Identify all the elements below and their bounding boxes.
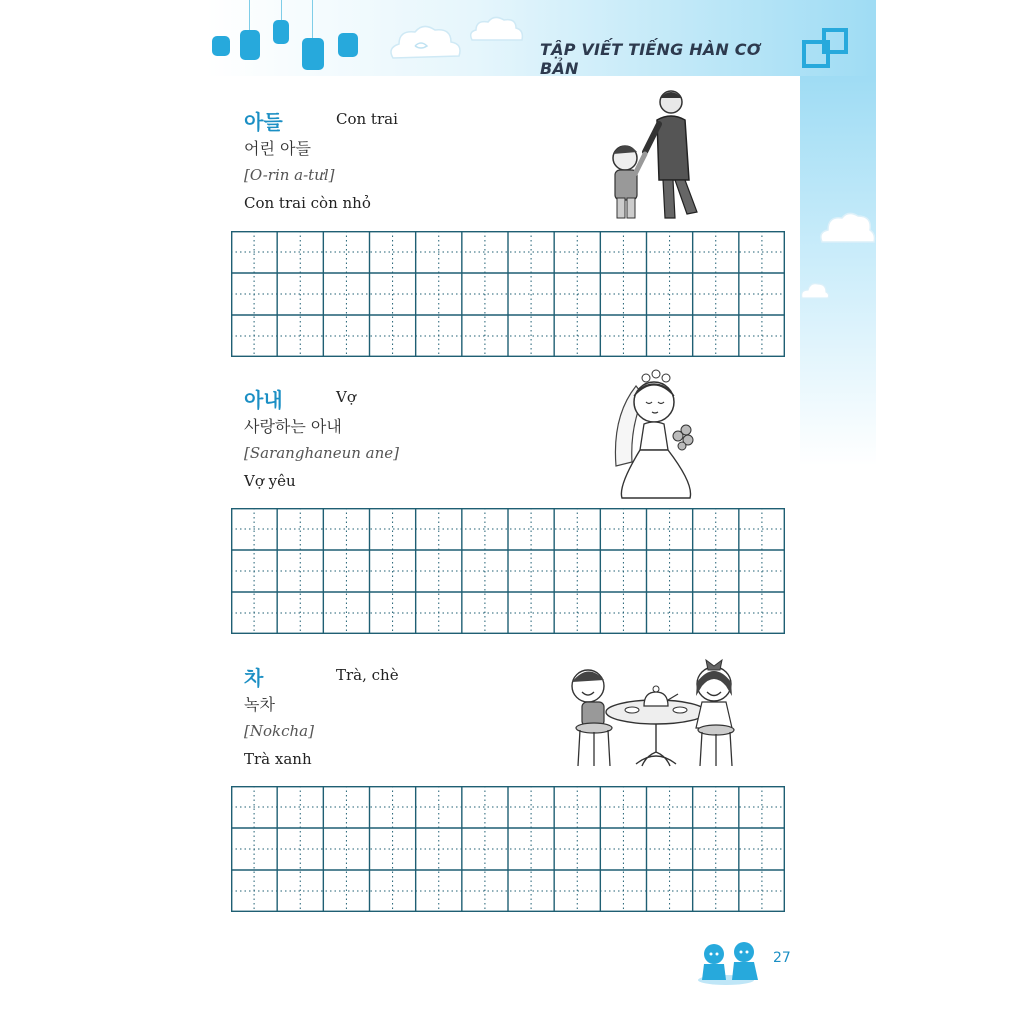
kids-having-tea-illustration <box>566 652 746 770</box>
book-title: TẬP VIẾT TIẾNG HÀN CƠ BẢN <box>540 40 761 78</box>
phrase-translation: Trà xanh <box>244 750 312 768</box>
phrase-translation: Con trai còn nhỏ <box>244 194 371 212</box>
lantern-icon <box>302 38 324 70</box>
word-meaning: Trà, chè <box>336 666 399 684</box>
cloud-icon <box>800 278 830 302</box>
right-margin-band <box>800 76 876 466</box>
cloud-icon <box>466 14 526 46</box>
example-phrase: 사랑하는 아내 <box>244 417 342 436</box>
lantern-icon <box>273 20 289 44</box>
lantern-icon <box>240 30 260 60</box>
romanization: [O-rin a-tưl] <box>244 166 335 184</box>
writing-practice-grid[interactable] <box>231 508 785 634</box>
word-meaning: Con trai <box>336 110 398 128</box>
page-number: 27 <box>773 950 791 966</box>
lantern-icon <box>338 33 358 57</box>
writing-practice-grid[interactable] <box>231 786 785 912</box>
cloud-icon <box>385 22 465 66</box>
bride-illustration <box>606 366 702 502</box>
romanization: [Nokcha] <box>244 722 314 740</box>
cloud-icon <box>818 208 876 248</box>
word-meaning: Vợ <box>336 388 356 406</box>
writing-practice-grid[interactable] <box>231 231 785 357</box>
footer-kids-icon <box>696 940 766 986</box>
vocab-entry <box>244 106 804 226</box>
korean-word: 아내 <box>244 388 283 412</box>
korean-word: 차 <box>244 666 264 690</box>
example-phrase: 어린 아들 <box>244 139 311 158</box>
phrase-translation: Vợ yêu <box>244 472 296 490</box>
lantern-icon <box>212 36 230 56</box>
example-phrase: 녹차 <box>244 695 275 714</box>
father-and-son-illustration <box>605 86 705 226</box>
korean-word: 아들 <box>244 110 283 134</box>
frame-corner-decoration <box>800 28 850 76</box>
vocab-entry <box>244 384 804 504</box>
romanization: [Saranghaneun ane] <box>244 444 400 462</box>
